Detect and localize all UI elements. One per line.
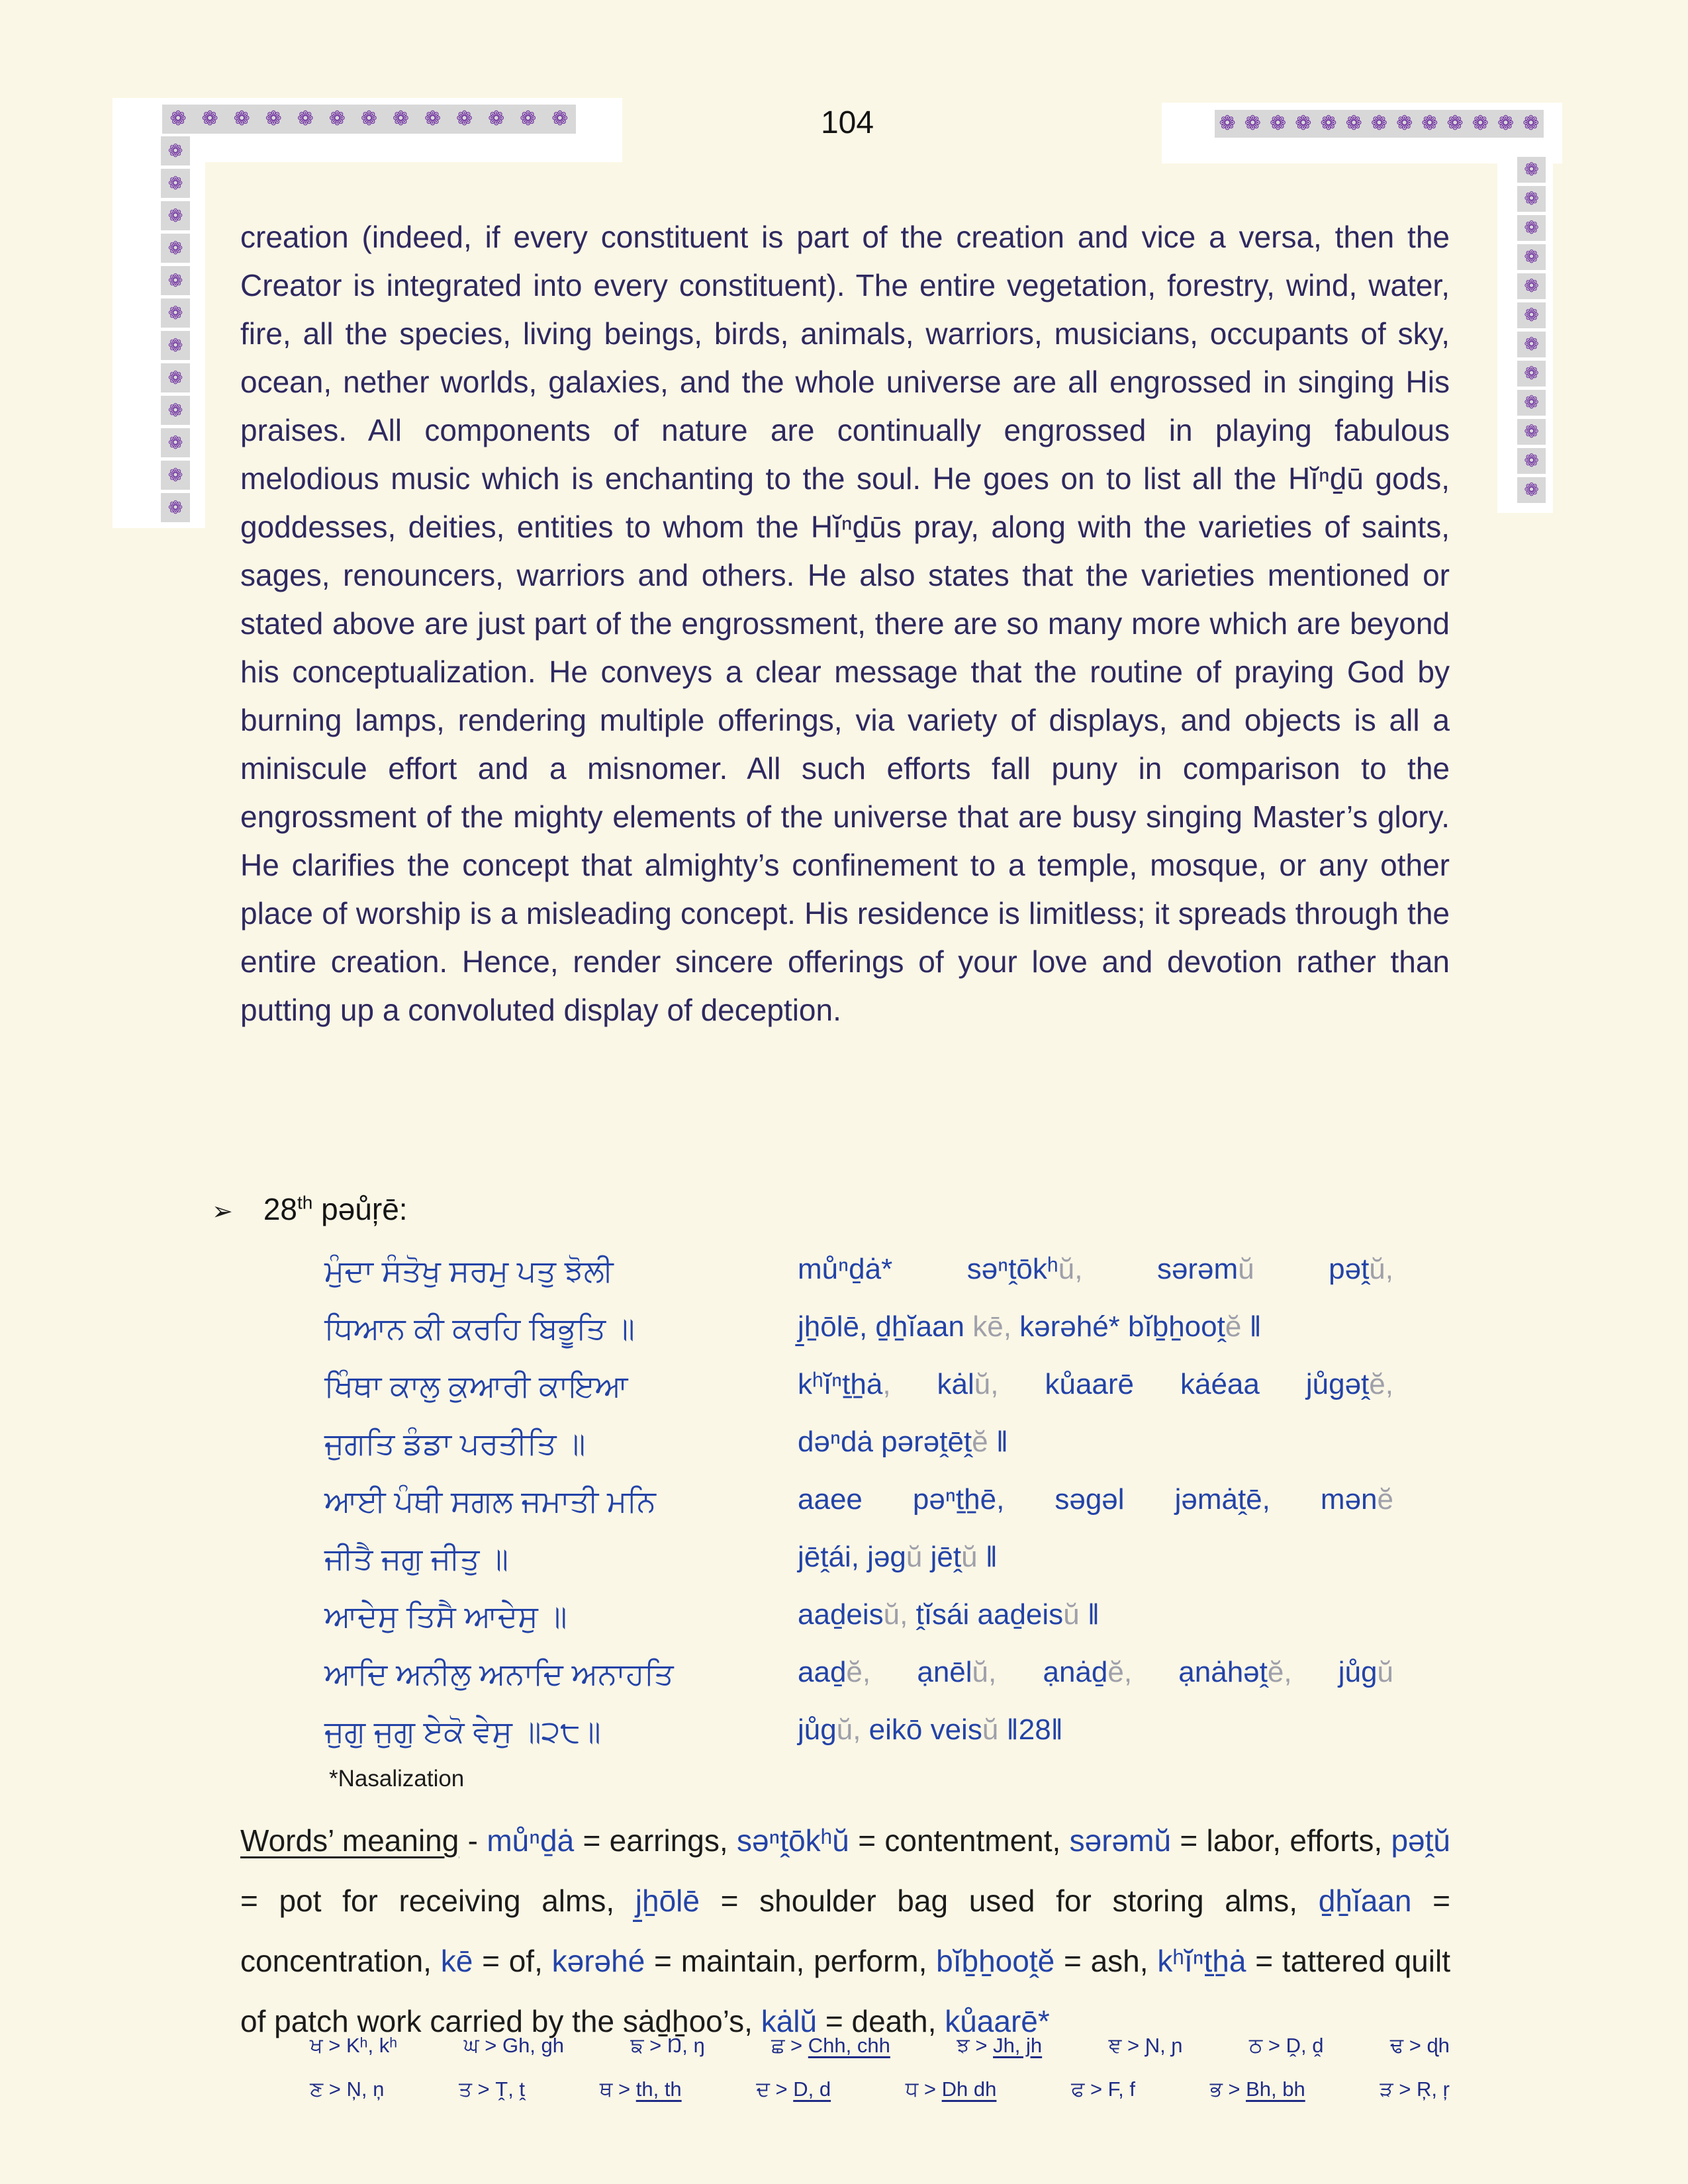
latin-equivalent: Ŗ, ŗ (1416, 2077, 1450, 2101)
gurmukhi-text: ਜੀਤੈ ਜਗੁ ਜੀਤੁ ॥ (324, 1541, 509, 1576)
ornament-tile (161, 234, 190, 263)
legend-entry (957, 2034, 1042, 2058)
legend-entry (1380, 2077, 1450, 2102)
translit-term: kȧlŭ (761, 2004, 818, 2038)
transliteration-segment: ŭ (1377, 1656, 1393, 1688)
transliteration-legend (310, 2024, 1450, 2111)
ornament-tile (1517, 186, 1546, 212)
flower-icon: ❁ (1524, 422, 1539, 441)
flower-icon: ❁ (1421, 113, 1438, 134)
transliteration-segment: jůg (1291, 1656, 1378, 1688)
transliteration-segment: jēṱái, jəg (798, 1541, 906, 1573)
ornament-tile (161, 331, 190, 360)
gurmukhi-letter: ਠ (1248, 2033, 1263, 2057)
legend-entry (1109, 2034, 1183, 2058)
translit-term: kərəhé (551, 1944, 645, 1978)
legend-entry (600, 2077, 682, 2102)
flower-icon: ❁ (456, 108, 473, 130)
flower-icon: ❁ (1497, 113, 1515, 134)
legend-entry (310, 2034, 397, 2058)
meaning-text: - (459, 1823, 487, 1858)
transliteration-segment: ‖28‖ (998, 1713, 1063, 1746)
maps-to-symbol: > (643, 2033, 667, 2057)
gurmukhi-letter: ਖ (310, 2033, 323, 2057)
transliteration-segment: ĕ, (1267, 1656, 1292, 1688)
legend-row (310, 2068, 1450, 2111)
gurmukhi-letter: ਤ (459, 2077, 472, 2101)
transliteration-segment: aaḏeis (798, 1598, 884, 1631)
latin-equivalent: Kʰ, kʰ (346, 2033, 398, 2057)
translit-term: kʰĭⁿt̠h̠ȧ (1157, 1944, 1246, 1978)
ornament-tile (1517, 302, 1546, 328)
legend-entry (1249, 2034, 1324, 2058)
transliteration-segment: ‖ (1079, 1598, 1100, 1631)
gurmukhi-letter: ਫ (1071, 2077, 1085, 2101)
translit-term: d̠h̠ĭaan (1318, 1884, 1412, 1918)
latin-equivalent: th, th (635, 2077, 682, 2101)
translit-term: bĭb̠h̠ooṱĕ (936, 1944, 1055, 1978)
transliteration-text (798, 1541, 1393, 1574)
ornament-tile (161, 266, 190, 295)
maps-to-symbol: > (1121, 2033, 1145, 2057)
gurmukhi-letter: ਝ (957, 2033, 970, 2057)
ornament-tile (161, 396, 190, 425)
section-heading-label: 28th pəůŗē: (263, 1192, 408, 1226)
ornament-tile (1517, 215, 1546, 241)
flower-icon: ❁ (1396, 113, 1413, 134)
flower-icon: ❁ (1524, 247, 1539, 267)
maps-to-symbol: > (1262, 2033, 1286, 2057)
legend-entry (630, 2034, 704, 2058)
transliteration-segment: jůg (798, 1713, 837, 1746)
flower-icon: ❁ (167, 302, 183, 323)
verse-line (324, 1598, 1450, 1656)
verse-block (324, 1253, 1450, 1771)
gurmukhi-letter: ਙ (630, 2033, 644, 2057)
translit-term: səⁿṱōkʰŭ (736, 1823, 849, 1858)
gurmukhi-letter: ਦ (756, 2077, 770, 2101)
maps-to-symbol: > (479, 2033, 502, 2057)
latin-equivalent: Ɲ, ɲ (1145, 2033, 1183, 2057)
maps-to-symbol: > (969, 2033, 994, 2057)
meaning-text: = earrings, (574, 1823, 737, 1858)
maps-to-symbol: > (918, 2077, 942, 2101)
ornament-tile (161, 461, 190, 490)
latin-equivalent: F, f (1107, 2077, 1136, 2101)
flower-icon: ❁ (392, 108, 410, 130)
ornament-tile (161, 363, 190, 392)
maps-to-symbol: > (471, 2077, 496, 2101)
transliteration-text (798, 1598, 1393, 1631)
transliteration-segment: pəṱ (1254, 1253, 1370, 1285)
legend-entry (1071, 2077, 1135, 2102)
gurmukhi-letter: ਧ (905, 2077, 919, 2101)
flower-icon: ❁ (1219, 113, 1236, 134)
gurmukhi-text: ਜੁਗਤਿ ਡੰਡਾ ਪਰਤੀਤਿ ॥ (324, 1426, 586, 1461)
flower-icon: ❁ (167, 432, 183, 453)
transliteration-segment: dəⁿdȧ pərəṱēṱ (798, 1426, 972, 1458)
flower-icon: ❁ (1472, 113, 1489, 134)
flower-icon: ❁ (1320, 113, 1337, 134)
legend-entry (756, 2077, 831, 2102)
transliteration-segment: ŭ (1238, 1253, 1254, 1285)
transliteration-segment: kȧl (890, 1368, 974, 1400)
flower-icon: ❁ (169, 108, 187, 130)
legend-entry (1390, 2034, 1450, 2058)
latin-equivalent: Chh, chh (808, 2033, 890, 2057)
transliteration-segment: kʰĭⁿt̠h̠ȧ (798, 1368, 883, 1400)
flower-icon: ❁ (167, 238, 183, 258)
transliteration-segment: ĕ (1377, 1483, 1393, 1516)
latin-equivalent: ɖh (1427, 2033, 1450, 2057)
transliteration-segment: , (882, 1368, 891, 1400)
transliteration-segment: aaḏ (798, 1656, 847, 1688)
transliteration-segment: ĕ, (1369, 1368, 1393, 1400)
gurmukhi-letter: ਣ (310, 2077, 324, 2101)
transliteration-segment: ĕ, (846, 1656, 871, 1688)
legend-entry (1210, 2077, 1305, 2102)
flower-icon: ❁ (360, 108, 377, 130)
legend-row (310, 2024, 1450, 2068)
meaning-text: = ash, (1055, 1944, 1158, 1978)
ornament-tile (161, 298, 190, 328)
ornament-tile (161, 136, 190, 165)
maps-to-symbol: > (322, 2033, 346, 2057)
transliteration-text (798, 1426, 1393, 1459)
flower-icon: ❁ (233, 108, 250, 130)
transliteration-segment: můⁿḏȧ* səⁿṱōkʰ (798, 1253, 1058, 1285)
flower-icon: ❁ (167, 335, 183, 355)
flower-icon: ❁ (201, 108, 218, 130)
gurmukhi-letter: ਘ (463, 2033, 479, 2057)
flower-icon: ❁ (167, 465, 183, 485)
transliteration-text (798, 1713, 1393, 1747)
transliteration-segment: ĕ (972, 1426, 988, 1458)
ornament-tile (161, 169, 190, 198)
words-meaning-paragraph (240, 1811, 1450, 2052)
transliteration-segment: ‖ (1241, 1310, 1262, 1343)
transliteration-text (798, 1310, 1393, 1343)
ornament-tile (1517, 332, 1546, 357)
transliteration-segment: sərəm (1082, 1253, 1239, 1285)
ornament-strip-top-left (162, 105, 576, 134)
flower-icon: ❁ (1524, 334, 1539, 354)
transliteration-segment: kůaarē kȧéaa jůgəṱ (998, 1368, 1370, 1400)
latin-equivalent: Gh, gh (502, 2033, 565, 2057)
transliteration-segment: ŭ, (1369, 1253, 1393, 1285)
flower-icon: ❁ (1524, 305, 1539, 325)
legend-entry (771, 2034, 890, 2058)
flower-icon: ❁ (1524, 451, 1539, 471)
flower-icon: ❁ (551, 108, 569, 130)
translit-term: sərəmŭ (1069, 1823, 1172, 1858)
gurmukhi-letter: ੜ (1380, 2077, 1393, 2101)
transliteration-segment: kē, (972, 1310, 1011, 1343)
meaning-text: = pot for receiving alms, (240, 1884, 635, 1918)
gurmukhi-text: ਆਦੇਸੁ ਤਿਸੈ ਆਦੇਸੁ ॥ (324, 1599, 567, 1633)
flower-icon: ❁ (1446, 113, 1464, 134)
legend-entry (459, 2077, 525, 2102)
transliteration-segment: jēṱ (922, 1541, 962, 1573)
ornament-tile (1517, 273, 1546, 299)
flower-icon: ❁ (297, 108, 314, 130)
flower-icon: ❁ (1295, 113, 1312, 134)
verse-line (324, 1713, 1450, 1771)
legend-entry (310, 2077, 384, 2102)
flower-icon: ❁ (1524, 159, 1539, 179)
gurmukhi-text: ਆਦਿ ਅਨੀਲੁ ਅਨਾਦਿ ਅਨਾਹਤਿ (324, 1657, 674, 1691)
transliteration-segment: ‖ (988, 1426, 1009, 1458)
flower-icon: ❁ (488, 108, 505, 130)
flower-icon: ❁ (424, 108, 442, 130)
ornament-tile (1517, 361, 1546, 387)
latin-equivalent: Dh dh (941, 2077, 997, 2101)
meaning-text: = contentment, (849, 1823, 1070, 1858)
maps-to-symbol: > (1084, 2077, 1108, 2101)
gurmukhi-text: ਜੁਗੁ ਜੁਗੁ ਏਕੋ ਵੇਸੁ ॥੨੮॥ (324, 1714, 601, 1749)
flower-icon: ❁ (167, 140, 183, 161)
transliteration-segment: ŭ (961, 1541, 978, 1573)
flower-icon: ❁ (167, 205, 183, 226)
transliteration-segment: ŭ (1063, 1598, 1080, 1631)
gurmukhi-letter: ਥ (599, 2077, 613, 2101)
meaning-text: = shoulder bag used for storing alms, (700, 1884, 1319, 1918)
flower-icon: ❁ (1524, 363, 1539, 383)
transliteration-segment: kərəhé* bĭb̠h̠ooṱ (1011, 1310, 1225, 1343)
verse-line (324, 1253, 1450, 1310)
flower-icon: ❁ (1523, 113, 1540, 134)
flower-icon: ❁ (1524, 276, 1539, 296)
translit-term: kůaarē* (945, 2004, 1050, 2038)
maps-to-symbol: > (323, 2077, 347, 2101)
verse-line (324, 1368, 1450, 1426)
ornament-tile (1517, 157, 1546, 183)
legend-entry (464, 2034, 564, 2058)
flower-icon: ❁ (1345, 113, 1362, 134)
verse-line (324, 1656, 1450, 1713)
gurmukhi-letter: ਭ (1209, 2077, 1223, 2101)
verse-line (324, 1426, 1450, 1483)
transliteration-text (798, 1368, 1393, 1401)
translit-term: j̠h̠ōlē (635, 1884, 700, 1918)
ornament-column-left (161, 136, 190, 522)
latin-equivalent: Ṱ, ṱ (495, 2077, 526, 2101)
latin-equivalent: Jh, jh (993, 2033, 1043, 2057)
ornament-backdrop-left-column (113, 98, 205, 528)
maps-to-symbol: > (612, 2077, 636, 2101)
latin-equivalent: Ḓ, ḓ (1286, 2033, 1324, 2057)
transliteration-text (798, 1656, 1393, 1689)
maps-to-symbol: > (1393, 2077, 1417, 2101)
ornament-tile (161, 493, 190, 522)
ornament-tile (1517, 419, 1546, 445)
latin-equivalent: D, d (793, 2077, 831, 2101)
latin-equivalent: Ŋ, ŋ (667, 2033, 705, 2057)
transliteration-segment: aaee pəⁿt̠h̠ē, səgəl jəmȧṱē, mən (798, 1483, 1378, 1516)
transliteration-segment: ŭ (982, 1713, 999, 1746)
maps-to-symbol: > (1403, 2033, 1427, 2057)
meaning-text: = of, (473, 1944, 552, 1978)
meaning-text: = maintain, perform, (645, 1944, 937, 1978)
meaning-text: Words’ meaning (240, 1823, 459, 1858)
gurmukhi-letter: ਢ (1389, 2033, 1404, 2057)
transliteration-segment: ŭ (906, 1541, 923, 1573)
transliteration-segment: ạnēl (870, 1656, 972, 1688)
transliteration-segment: ạnȧhəṱ (1132, 1656, 1268, 1688)
flower-icon: ❁ (1269, 113, 1287, 134)
verse-line (324, 1310, 1450, 1368)
ornament-tile (1517, 448, 1546, 474)
ornament-tile (1517, 390, 1546, 416)
ornament-tile (1517, 244, 1546, 270)
page-number: 104 (820, 105, 874, 140)
gurmukhi-letter: ਛ (771, 2033, 785, 2057)
meaning-text: = labor, efforts, (1171, 1823, 1391, 1858)
flower-icon: ❁ (1370, 113, 1387, 134)
latin-equivalent: Ņ, ņ (346, 2077, 385, 2101)
maps-to-symbol: > (784, 2033, 808, 2057)
flower-icon: ❁ (328, 108, 346, 130)
transliteration-text (798, 1253, 1393, 1286)
flower-icon: ❁ (1524, 218, 1539, 238)
transliteration-segment: ŭ, (972, 1656, 997, 1688)
gurmukhi-text: ਖਿੰਥਾ ਕਾਲੁ ਕੁਆਰੀ ਕਾਇਆ (324, 1369, 628, 1403)
flower-icon: ❁ (167, 497, 183, 518)
gurmukhi-text: ਮੁੰਦਾ ਸੰਤੋਖੁ ਸਰਮੁ ਪਤੁ ਝੋਲੀ (324, 1253, 614, 1288)
ornament-tile (1517, 477, 1546, 503)
transliteration-segment: ŭ, (974, 1368, 999, 1400)
body-paragraph: creation (indeed, if every constituent is part of the creation and vice a versa, then the Creator is integrated into every constituent). The entire vegetation, forestry, wind, water, fire, all the species, living beings, birds, animals, warriors, musicians, occupants of sky, ocean, nether worlds, galaxies, and the whole universe are all engrossed in singing His praises. All components of nature are continually engrossed in playing fabulous melodious music which is enchanting to the soul. He goes on to list all the Hĭⁿd̠ū gods, goddesses, deities, entities to whom the Hĭⁿd̠ūs pray, along with the varieties of saints, sages, renouncers, warriors and others. He also states that the varieties mentioned or stated above are just part of the engrossment, there are so many more which are beyond his conceptualization. He conveys a clear message that the routine of praying God by burning lamps, rendering multiple offerings, via variety of displays, and objects is all a miniscule effort and a misnomer. All such efforts fall puny in comparison to the engrossment of the mighty elements of the universe that are busy singing Master’s glory. He clarifies the concept that almighty’s confinement to a temple, mosque, or any other place of worship is a misleading concept. His residence is limitless; it spreads through the entire creation. Hence, render sincere offerings of your love and devotion rather than putting up a convoluted display of deception. (240, 220, 1450, 1027)
flower-icon: ❁ (520, 108, 537, 130)
legend-entry (906, 2077, 997, 2102)
meaning-text: = tattered quilt of patch work carried by the sȧd̠h̠oo’s, (240, 1944, 1450, 2038)
transliteration-segment: ŭ, (836, 1713, 861, 1746)
flower-icon: ❁ (167, 400, 183, 420)
arrow-bullet-icon: ➢ (212, 1198, 233, 1226)
flower-icon: ❁ (167, 367, 183, 388)
translit-term: můⁿḏȧ (487, 1823, 575, 1858)
transliteration-text (798, 1483, 1393, 1516)
transliteration-segment: ‖ (977, 1541, 998, 1573)
meaning-text: = concentration, (240, 1884, 1450, 1978)
maps-to-symbol: > (769, 2077, 794, 2101)
ornament-tile (161, 428, 190, 457)
flower-icon: ❁ (1244, 113, 1261, 134)
flower-icon: ❁ (1524, 480, 1539, 500)
flower-icon: ❁ (265, 108, 282, 130)
nasalization-note: *Nasalization (329, 1766, 465, 1792)
translit-term: kē (440, 1944, 473, 1978)
translit-term: pəṱŭ (1391, 1823, 1450, 1858)
latin-equivalent: Bh, bh (1246, 2077, 1305, 2101)
transliteration-segment: ŭ, (1058, 1253, 1083, 1285)
verse-line (324, 1541, 1450, 1598)
transliteration-segment: ṱĭsái aaḏeis (908, 1598, 1064, 1631)
maps-to-symbol: > (1222, 2077, 1246, 2101)
gurmukhi-text: ਆਈ ਪੰਥੀ ਸਗਲ ਜਮਾਤੀ ਮਨਿ (324, 1484, 656, 1518)
transliteration-segment: ạnȧḏ (996, 1656, 1108, 1688)
verse-line (324, 1483, 1450, 1541)
flower-icon: ❁ (1524, 189, 1539, 208)
ornament-column-right (1517, 157, 1546, 503)
transliteration-segment: ĕ (1225, 1310, 1242, 1343)
gurmukhi-letter: ਞ (1108, 2033, 1122, 2057)
transliteration-segment: eikō veis (861, 1713, 982, 1746)
flower-icon: ❁ (1524, 392, 1539, 412)
gurmukhi-text: ਧਿਆਨ ਕੀ ਕਰਹਿ ਬਿਭੂਤਿ ॥ (324, 1311, 635, 1345)
section-heading (212, 1191, 408, 1227)
flower-icon: ❁ (167, 270, 183, 291)
transliteration-segment: ŭ, (883, 1598, 908, 1631)
ornament-strip-top-right (1215, 110, 1544, 138)
flower-icon: ❁ (167, 173, 183, 193)
transliteration-segment: ĕ, (1107, 1656, 1133, 1688)
transliteration-segment: j̠h̠ōlē, d̠h̠ĭaan (798, 1310, 973, 1343)
ornament-tile (161, 201, 190, 230)
meaning-text: = death, (817, 2004, 945, 2038)
